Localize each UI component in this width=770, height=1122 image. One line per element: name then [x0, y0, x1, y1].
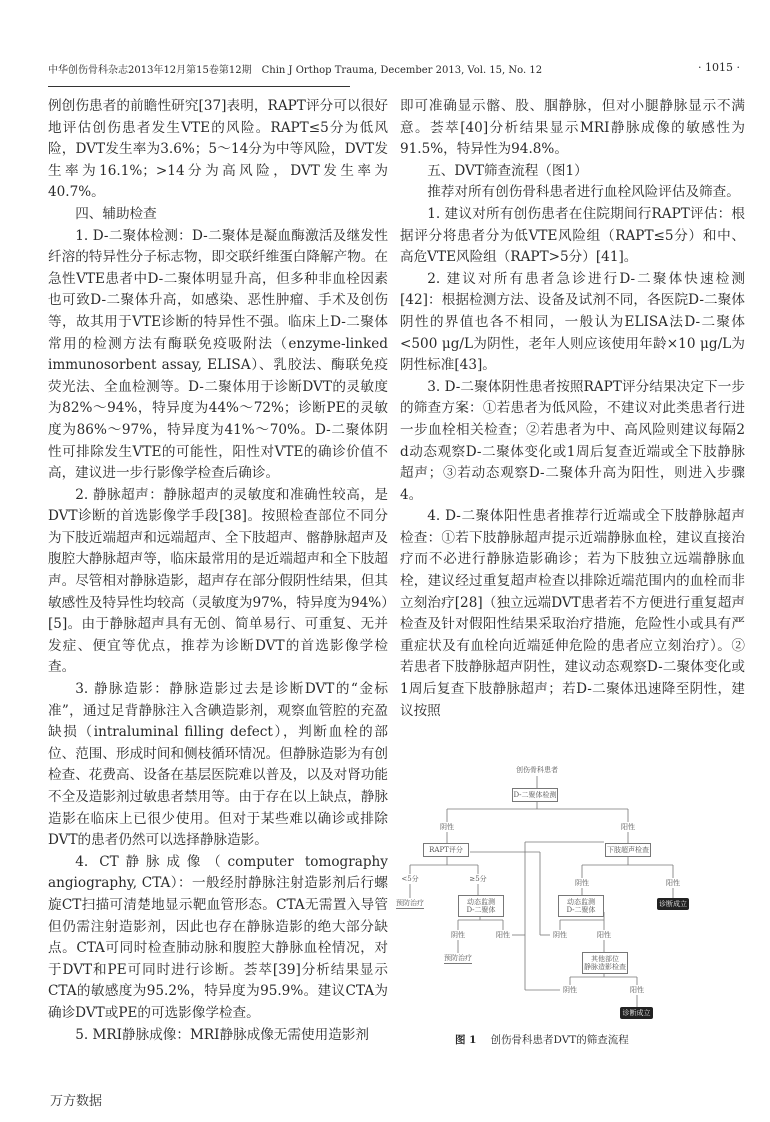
- paragraph: 五、DVT筛查流程（图1）: [427, 162, 588, 179]
- flow-dynamic-line2: D-二聚体: [566, 906, 596, 914]
- flow-prevent-label: 预防治疗: [396, 899, 424, 907]
- figure-caption: [455, 1032, 629, 1047]
- flow-prevent-label: 预防治疗: [444, 954, 472, 962]
- paragraph: 1. D-二聚体检测：D-二聚体是凝血酶激活及继发性纤溶的特异性分子标志物，即交联纤维蛋白降解产物。在急性VTE患者中D-二聚体明显升高，但多种非血栓因素也可致D-二聚体升高，如感染、恶性肿瘤、手术及创伤等，故其用于VTE诊断的特异性不强。临床上D-二聚体常用的检测方法有酶联免疫吸附法（enzyme-linked immunosorbent assay, ELISA）、乳胶法、酶联免疫荧光法、全血检测等。D-二聚体用于诊断DVT的灵敏度为82%～94%，特异度为44%～72%；诊断PE的灵敏度为86%～97%，特异度为41%～70%。D-二聚体阴性可排除发生VTE的可能性，阳性对VTE的确诊价值不高，建议进一步行影像学检查后确诊。: [48, 227, 388, 482]
- flow-dynamic-line2: D-二聚体: [466, 906, 496, 914]
- flow-negative-label: 阴性: [440, 823, 454, 831]
- flow-dynamic-box-left: [458, 895, 504, 917]
- flow-diagnosed-box: 诊断成立: [620, 1007, 653, 1019]
- flow-negative-label: 阴性: [563, 986, 577, 994]
- flow-other-line1: 其他部位: [591, 955, 619, 963]
- left-column: [48, 96, 388, 1046]
- flow-dimer-test-box: D-二聚体检测: [512, 788, 558, 802]
- flow-dynamic-line1: 动态监测: [567, 898, 595, 906]
- paragraph: 4. D-二聚体阳性患者推荐行近端或全下肢静脉超声检查：①若下肢静脉超声提示近端静脉血栓，建议直接治疗而不必进行静脉造影确诊；若为下肢独立远端静脉血栓，建议经过重复超声检查以排除近端范围内的血栓而非立刻治疗[28]（独立远端DVT患者若不方便进行重复超声检查及针对假阳性结果采取治疗措施，危险性小或具有严重症状及有血栓向近端延伸危险的患者应立刻治疗）。②若患者下肢静脉超声阴性，建议动态观察D-二聚体变化或1周后复查下肢静脉超声；若D-二聚体迅速降至阴性，建议按照: [400, 508, 745, 719]
- paragraph: 即可准确显示髂、股、腘静脉，但对小腿静脉显示不满意。荟萃[40]分析结果显示MRI静脉成像的敏感性为91.5%，特异性为94.8%。: [400, 98, 745, 158]
- right-column: [400, 96, 745, 722]
- figure-caption-label: 图 1: [455, 1034, 477, 1046]
- paragraph: 2. 建议对所有患者急诊进行D-二聚体快速检测[42]：根据检测方法、设备及试剂不同，各医院D-二聚体阴性的界值也各不相同，一般认为ELISA法D-二聚体<500 μg/L为阴性，老年人则应该使用年龄×10 μg/L为阴性标准[43]。: [400, 270, 745, 374]
- flow-other-site-box: [582, 952, 628, 974]
- watermark: 万方数据: [50, 1094, 103, 1109]
- flow-negative-label: 阴性: [451, 931, 465, 939]
- flow-dynamic-line1: 动态监测: [467, 898, 495, 906]
- flowchart-figure: [390, 760, 750, 1060]
- paragraph: 3. 静脉造影：静脉造影过去是诊断DVT的“金标准”，通过足背静脉注入含碘造影剂，观察血管腔的充盈缺损（intraluminal filling defect），判断血栓的部位、范围、形成时间和侧枝循环情况。但静脉造影为有创检查、花费高、设备在基层医院难以普及，以及对肾功能不全及造影剂过敏患者禁用等。由于存在以上缺点，静脉造影在临床上已很少使用。但对于某些难以确诊或排除DVT的患者仍然可以选择静脉造影。: [48, 681, 388, 849]
- flow-positive-label: 阳性: [630, 986, 644, 994]
- page-number: · 1015 ·: [698, 61, 740, 74]
- flow-start-label: 创伤骨科患者: [516, 766, 558, 774]
- flow-rapt-box: RAPT评分: [423, 843, 469, 857]
- flow-dynamic-box-right: [558, 895, 604, 917]
- flow-positive-label: 阳性: [496, 931, 510, 939]
- flow-positive-label: 阳性: [621, 823, 635, 831]
- flow-negative-label: 阴性: [575, 879, 589, 887]
- flow-lt5-label: <5分: [401, 875, 419, 883]
- flow-ge5-label: ≥5分: [469, 875, 487, 883]
- paragraph: 推荐对所有创伤骨科患者进行血栓风险评估及筛查。: [427, 184, 740, 201]
- paragraph: 四、辅助检查: [75, 205, 157, 222]
- paragraph: 2. 静脉超声：静脉超声的灵敏度和准确性较高，是DVT诊断的首选影像学手段[38]。按照检查部位不同分为下肢近端超声和远端超声、全下肢超声、髂静脉超声及腹腔大静脉超声等，临床最常用的是近端超声和全下肢超声。尽管相对静脉造影，超声存在部分假阴性结果，但其敏感性及特异性均较高（灵敏度为97%，特异度为94%）[5]。由于静脉超声具有无创、简单易行、可重复、无并发症、便宜等优点，推荐为诊断DVT的首选影像学检查。: [48, 486, 388, 676]
- running-header: 中华创伤骨科杂志2013年12月第15卷第12期 Chin J Orthop Trauma, December 2013, Vol. 15, No. 12: [48, 65, 543, 76]
- flow-negative-label: 阴性: [553, 931, 567, 939]
- flow-other-line2: 静脉造影检查: [584, 963, 626, 971]
- figure-caption-text: 创伤骨科患者DVT的筛查流程: [490, 1034, 629, 1046]
- flow-positive-label: 阳性: [666, 879, 680, 887]
- flow-positive-label: 阳性: [597, 931, 611, 939]
- header-rule: [48, 86, 350, 87]
- paragraph: 例创伤患者的前瞻性研究[37]表明，RAPT评分可以很好地评估创伤患者发生VTE的风险。RAPT≤5分为低风险，DVT发生率为3.6%；5～14分为中等风险，DVT发生率为16.1%；>14分为高风险，DVT发生率为40.7%。: [48, 98, 388, 201]
- paragraph: 5. MRI静脉成像：MRI静脉成像无需使用造影剂: [75, 1026, 370, 1043]
- flow-diagnosed-box: 诊断成立: [659, 900, 687, 908]
- paragraph: 1. 建议对所有创伤患者在住院期间行RAPT评估：根据评分将患者分为低VTE风险组（RAPT≤5分）和中、高危VTE风险组（RAPT>5分）[41]。: [400, 205, 745, 266]
- flow-ultrasound-box: 下肢超声检查: [605, 843, 651, 857]
- paragraph: 3. D-二聚体阴性患者按照RAPT评分结果决定下一步的筛查方案：①若患者为低风险，不建议对此类患者行进一步血栓相关检查；②若患者为中、高风险则建议每隔2 d动态观察D-二聚体变化或1周后复查近端或全下肢静脉超声；③若动态观察D-二聚体升高为阳性，则进入步骤4。: [400, 378, 745, 503]
- paragraph: 4. CT静脉成像（computer tomography angiography, CTA）：一般经肘静脉注射造影剂后行螺旋CT扫描可清楚地显示靶血管形态。CTA无需置入导管但仍需注射造影剂，因此也存在静脉造影的绝大部分缺点。CTA可同时检查肺动脉和腹腔大静脉血栓情况，对于DVT和PE可同时进行诊断。荟萃[39]分析结果显示CTA的敏感度为95.2%，特异度为95.9%。建议CTA为确诊DVT或PE的可选影像学检查。: [48, 853, 388, 1021]
